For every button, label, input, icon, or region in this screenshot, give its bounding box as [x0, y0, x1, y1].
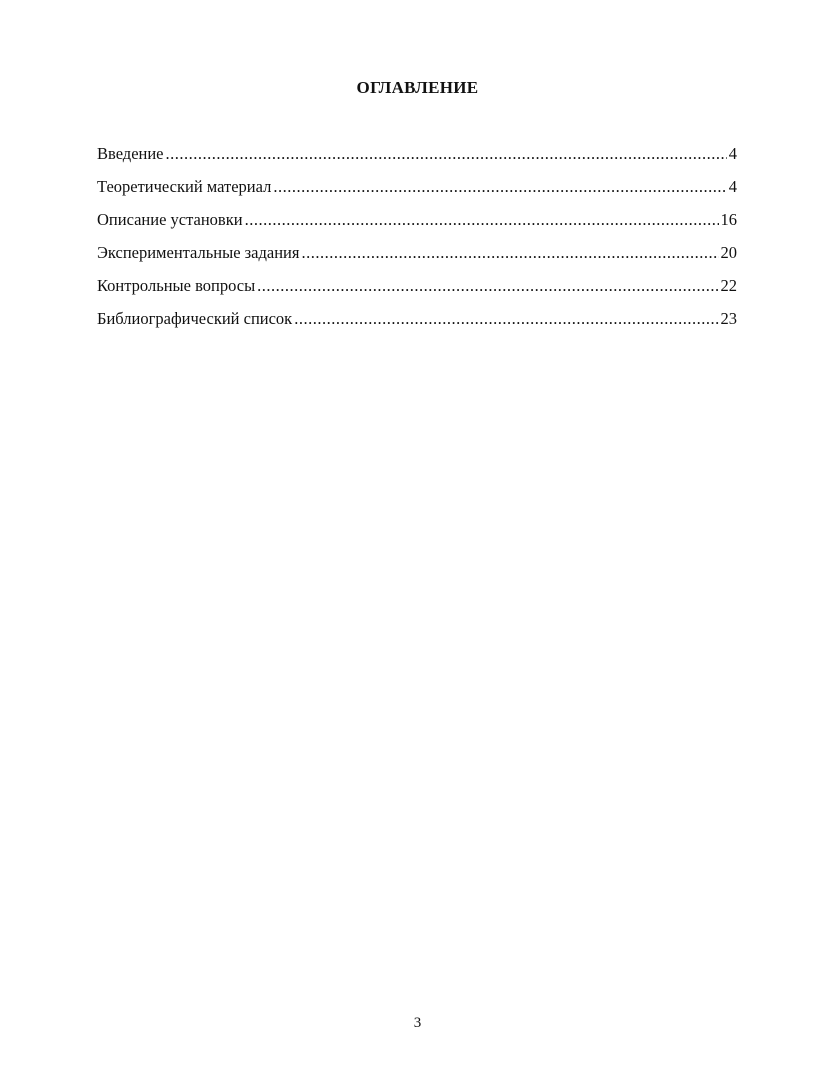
toc-entry-label: Теоретический материал: [97, 177, 272, 196]
toc-entry-page: 4: [728, 144, 737, 163]
toc-entry-page: 23: [720, 309, 737, 328]
toc-dot-leader: [301, 243, 718, 263]
toc-heading: ОГЛАВЛЕНИЕ: [356, 78, 479, 97]
toc-entry-label: Описание установки: [97, 210, 243, 229]
toc-entry-introduction: [97, 144, 737, 177]
toc-dot-leader: [166, 144, 727, 164]
toc-entry-page: 16: [720, 210, 737, 229]
toc-entry-experiments: [97, 243, 737, 276]
toc-dot-leader: [257, 276, 718, 296]
toc-entry-label: Экспериментальные задания: [97, 243, 300, 262]
toc-entry-page: 22: [720, 276, 737, 295]
page-number: 3: [413, 1015, 422, 1031]
toc-entry-setup: [97, 210, 737, 243]
toc-entry-theory: [97, 177, 737, 210]
toc-entry-bibliography: [97, 309, 737, 342]
toc-entry-label: Контрольные вопросы: [97, 276, 256, 295]
toc-entry-page: 20: [720, 243, 737, 262]
toc-entry-label: Введение: [97, 144, 164, 163]
toc-dot-leader: [273, 177, 726, 197]
toc-dot-leader: [245, 210, 719, 230]
toc-dot-leader: [294, 309, 718, 329]
table-of-contents: [97, 144, 737, 342]
toc-entry-questions: [97, 276, 737, 309]
toc-entry-page: 4: [728, 177, 737, 196]
toc-entry-label: Библиографический список: [97, 309, 293, 328]
